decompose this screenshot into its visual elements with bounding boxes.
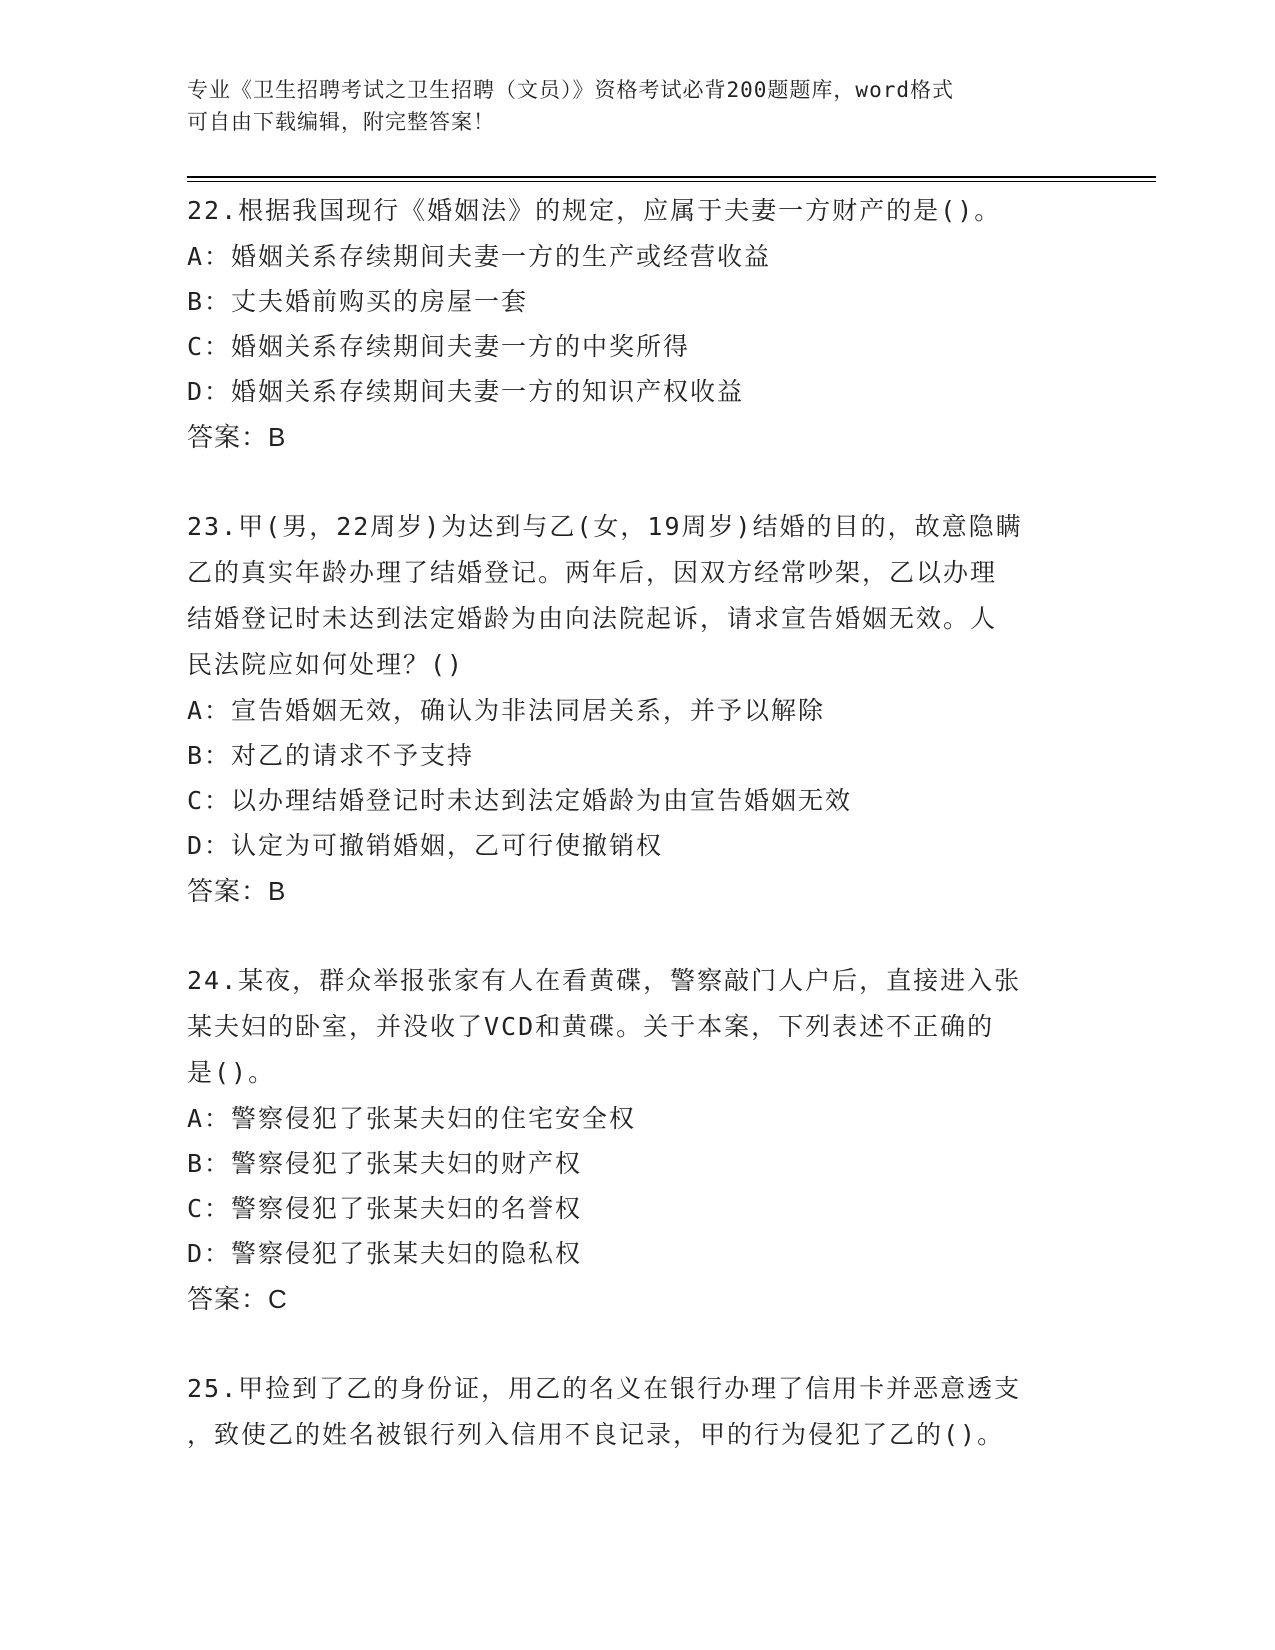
question-22 [187,188,1087,460]
question-stem-line: ，致使乙的姓名被银行列入信用不良记录，甲的行为侵犯了乙的()。 [187,1420,1005,1449]
answer-line: 答案：B [187,422,287,452]
answer-line: 答案：C [187,1284,288,1314]
document-header [187,74,1087,138]
question-list [187,188,1087,1458]
option-d: D：警察侵犯了张某夫妇的隐私权 [187,1239,583,1268]
question-stem-line: 结婚登记时未达到法定婚龄为由向法院起诉，请求宣告婚姻无效。人 [187,604,998,633]
question-spacer [187,460,1087,504]
header-line-2: 可自由下载编辑，附完整答案！ [187,110,495,134]
option-c: C：警察侵犯了张某夫妇的名誉权 [187,1194,583,1223]
question-stem-line: 22.根据我国现行《婚姻法》的规定，应属于夫妻一方财产的是()。 [187,196,1002,225]
question-stem-line: 25.甲捡到了乙的身份证，用乙的名义在银行办理了信用卡并恶意透支 [187,1374,1022,1403]
option-a: A：婚姻关系存续期间夫妻一方的生产或经营收益 [187,242,772,271]
question-stem-line: 是()。 [187,1058,276,1087]
option-b: B：警察侵犯了张某夫妇的财产权 [187,1149,583,1178]
option-a: A：警察侵犯了张某夫妇的住宅安全权 [187,1104,637,1133]
question-23 [187,504,1087,914]
question-stem-line: 23.甲(男，22周岁)为达到与乙(女，19周岁)结婚的目的，故意隐瞒 [187,512,1023,541]
question-24 [187,958,1087,1322]
answer-line: 答案：B [187,876,287,906]
question-spacer [187,1322,1087,1366]
option-a: A：宣告婚姻无效，确认为非法同居关系，并予以解除 [187,696,826,725]
header-divider-thin [187,181,1156,182]
option-c: C：以办理结婚登记时未达到法定婚龄为由宣告婚姻无效 [187,786,853,815]
option-d: D：婚姻关系存续期间夫妻一方的知识产权收益 [187,377,745,406]
question-spacer [187,914,1087,958]
question-25 [187,1366,1087,1458]
question-stem-line: 乙的真实年龄办理了结婚登记。两年后，因双方经常吵架，乙以办理 [187,558,998,587]
option-d: D：认定为可撤销婚姻，乙可行使撤销权 [187,831,664,860]
option-c: C：婚姻关系存续期间夫妻一方的中奖所得 [187,332,691,361]
question-stem-line: 某夫妇的卧室，并没收了VCD和黄碟。关于本案，下列表述不正确的 [187,1012,995,1041]
header-divider-thick [187,176,1156,178]
option-b: B：对乙的请求不予支持 [187,741,475,770]
header-line-1: 专业《卫生招聘考试之卫生招聘（文员）》资格考试必背200题题库，word格式 [187,78,954,102]
option-b: B：丈夫婚前购买的房屋一套 [187,287,529,316]
question-stem-line: 民法院应如何处理？() [187,650,465,679]
question-stem-line: 24.某夜，群众举报张家有人在看黄碟，警察敲门人户后，直接进入张 [187,966,1022,995]
